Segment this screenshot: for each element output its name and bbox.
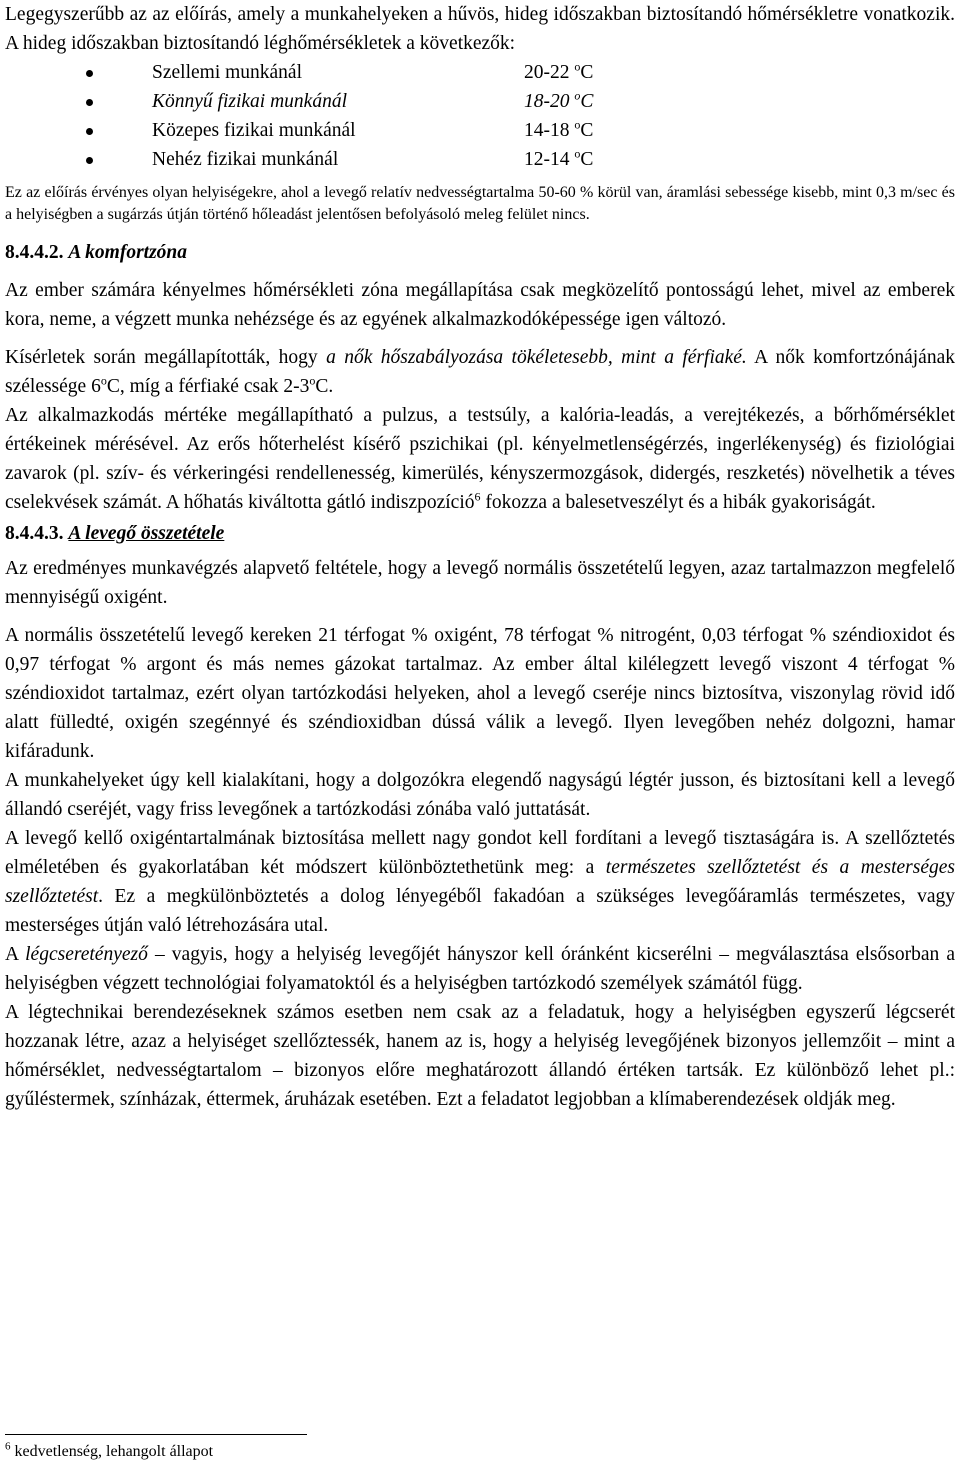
list-item: [5, 145, 955, 174]
footnote: [5, 1440, 213, 1464]
paragraph: Az ember számára kényelmes hőmérsékleti zóna megállapítása csak megközelítő pontosságú lehet, mivel az emberek kora, neme, a végzett munka nehézsége és az egyének alkalmazkodóképessége igen változó.: [5, 280, 955, 330]
bullet-icon: [86, 99, 93, 106]
paragraph: A munkahelyeket úgy kell kialakítani, hogy a dolgozókra elegendő nagyságú légtér jusson, és biztosítani kell a levegő állandó cseréjét, vagy friss levegőnek a tartózkodási zónába való juttatását.: [5, 770, 955, 820]
paragraph: Az alkalmazkodás mértéke megállapítható a pulzus, a testsúly, a kalória-leadás, a verejtékezés, a bőrhőmérséklet értékeinek mérésével. Az erős hőterhelést kísérő pszichikai (pl. kényelmetlenségérzés, ingerlékenység) és fiziológiai zavarok (pl. szív- és vérkeringési rendellenesség, kimerülés, kényszermozgások, didergés, reszketés) növelhetik a téves cselekvések számát. A hőhatás kiváltotta gátló indiszpozíció$^6$ fokozza a balesetveszélyt és a hibák gyakoriságát.: [5, 405, 955, 513]
section-title: A levegő összetétele: [68, 523, 225, 544]
list-item: [5, 58, 955, 87]
temp-label: Könnyű fizikai munkánál: [152, 91, 347, 112]
temp-label: Nehéz fizikai munkánál: [152, 149, 339, 170]
footnote-mark: 6: [5, 1440, 11, 1453]
bullet-icon: [86, 157, 93, 164]
paragraph: A légcseretényező – vagyis, hogy a helyiség levegőjét hányszor kell óránként kicserélni – megválasztása elsősorban a helyiségben végzett technológiai folyamatoktól és a helyiségben tartózkodó személyek számától függ.: [5, 944, 956, 994]
footnote-text: kedvetlenség, lehangolt állapot: [10, 1443, 214, 1460]
temperature-list: [5, 58, 955, 174]
section-title: A komfortzóna: [68, 242, 188, 263]
bullet-icon: [86, 70, 93, 77]
note-paragraph: Ez az előírás érvényes olyan helyiségekre, ahol a levegő relatív nedvességtartalma 50-60 % körül van, áramlási sebessége kisebb, mint 0,3 m/sec és a helyiségben a sugárzás útján történő hőleadást jelentősen befolyásoló meleg felület nincs.: [5, 184, 955, 223]
intro-paragraph: Legegyszerűbb az az előírás, amely a munkahelyeken a hűvös, hideg időszakban biztosítandó hőmérsékletre vonatkozik. A hideg időszakban biztosítandó léghőmérsékletek a következők:: [5, 4, 955, 54]
paragraph: A levegő kellő oxigéntartalmának biztosítása mellett nagy gondot kell fordítani a levegő tisztaságára is. A szellőztetés elméletében és gyakorlatában két módszert különböztethetünk meg: a természetes szellőztetést és a mesterséges szellőztetést. Ez a megkülönböztetés a dolog lényegéből fakadóan a szükséges levegőáramlás természetes, vagy mesterséges útján való létrehozására utal.: [5, 828, 955, 936]
paragraph: Kísérletek során megállapították, hogy a nők hőszabályozása tökéletesebb, mint a férfiaké. A nők komfortzónájának szélessége 6$^o$C, míg a férfiaké csak 2-3$^o$C.: [5, 347, 955, 397]
temp-value: 14-18 $^o$C: [524, 117, 594, 141]
section-number: 8.4.4.3.: [5, 523, 64, 544]
document-page: [5, 0, 956, 1460]
temp-value: 12-14 $^o$C: [524, 146, 594, 170]
list-item: [5, 87, 955, 116]
temp-label: Közepes fizikai munkánál: [152, 120, 356, 141]
list-item: [5, 116, 955, 145]
temp-value: 20-22 $^o$C: [524, 59, 594, 83]
temp-label: Szellemi munkánál: [152, 62, 303, 83]
footnote-divider: [5, 1434, 307, 1435]
paragraph: Az eredményes munkavégzés alapvető feltétele, hogy a levegő normális összetételű legyen, azaz tartalmazzon megfelelő mennyiségű oxigént.: [5, 558, 955, 608]
footnote-ref: 6: [474, 489, 481, 504]
temp-value: 18-20 $^o$C: [524, 88, 594, 112]
section-heading-komfortzona: [5, 238, 955, 267]
bullet-icon: [86, 128, 93, 135]
paragraph: A normális összetételű levegő kereken 21 térfogat % oxigént, 78 térfogat % nitrogént, 0,03 térfogat % széndioxidot és 0,97 térfogat % argont és más nemes gázokat tartalmaz. Az ember által kilélegzett levegő viszont 4 térfogat % széndioxidot tartalmaz, ezért olyan tartózkodási helyeken, ahol a levegő cseréje nincs biztosítva, viszonylag rövid idő alatt fülledté, oxigén szegénnyé és széndioxidban dússá válik a levegő. Ilyen levegőben nehéz dolgozni, hamar kifáradunk.: [5, 625, 955, 762]
paragraph: A légtechnikai berendezéseknek számos esetben nem csak az a feladatuk, hogy a helyiségben egyszerű légcserét hozzanak létre, azaz a helyiséget szellőztessék, hanem az is, hogy a helyiség levegőjének bizonyos jellemzőit – mint a hőmérséklet, nedvességtartalom – bizonyos előre meghatározott állandó értéken tartsák. Ez különböző lehet pl.: gyűléstermek, színházak, éttermek, áruházak esetében. Ezt a feladatot legjobban a klímaberendezések oldják meg.: [5, 1002, 955, 1110]
section-heading-levego: [5, 519, 955, 548]
section-number: 8.4.4.2.: [5, 242, 64, 263]
